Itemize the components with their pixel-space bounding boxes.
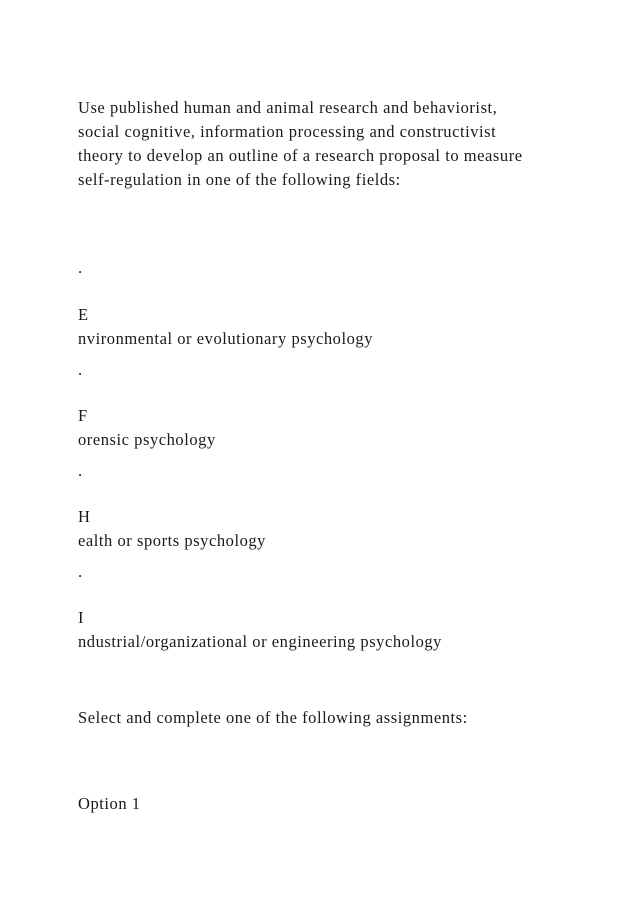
intro-line: self-regulation in one of the following fields: — [78, 170, 401, 189]
field-text: nvironmental or evolutionary psychology — [78, 329, 374, 348]
option-heading: Option 1 — [78, 794, 141, 813]
field-bullet: . — [78, 562, 83, 581]
intro-line: social cognitive, information processing and constructivist — [78, 122, 497, 141]
field-bullet: . — [78, 258, 83, 277]
field-initial: E — [78, 305, 89, 324]
select-instruction: Select and complete one of the following assignments: — [78, 708, 468, 727]
intro-line: theory to develop an outline of a research proposal to measure — [78, 146, 523, 165]
field-initial: F — [78, 406, 88, 425]
field-bullet: . — [78, 461, 83, 480]
field-initial: H — [78, 507, 91, 526]
intro-line: Use published human and animal research and behaviorist, — [78, 98, 498, 117]
field-text: orensic psychology — [78, 430, 216, 449]
field-bullet: . — [78, 360, 83, 379]
field-initial: I — [78, 608, 85, 627]
field-text: ealth or sports psychology — [78, 531, 266, 550]
field-text: ndustrial/organizational or engineering psychology — [78, 632, 442, 651]
